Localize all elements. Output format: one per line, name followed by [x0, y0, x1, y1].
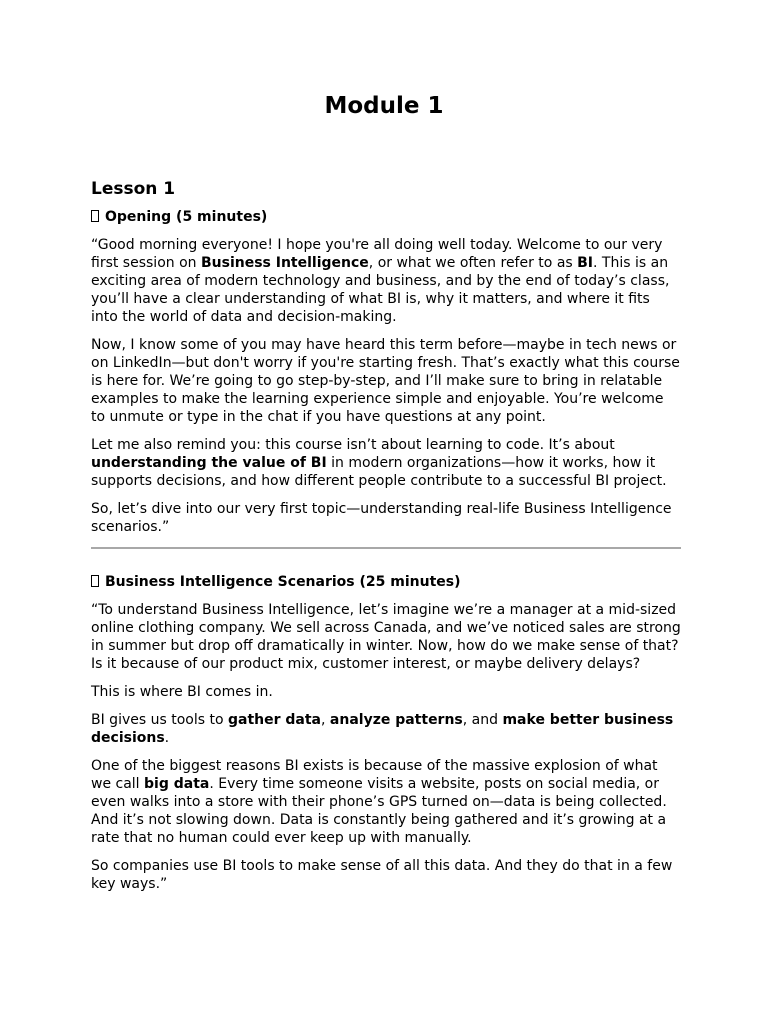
opening-heading-label: Opening (5 minutes): [105, 209, 268, 225]
document-body: [91, 178, 681, 903]
scenarios-paragraph-5: So companies use BI tools to make sense of all this data. And they do that in a few key ways.”: [91, 858, 673, 892]
opening-paragraph-2: Now, I know some of you may have heard this term before—maybe in tech news or on LinkedIn—but don't worry if you're starting fresh. That’s exactly what this course is here for. We’re going to go step-by-step, and I’ll make sure to bring in relatable examples to make the learning experience simple and enjoyable. You’re welcome to unmute or type in the chat if you have questions at any point.: [91, 337, 680, 425]
scenarios-heading-label: Business Intelligence Scenarios (25 minutes): [105, 574, 461, 590]
lesson-heading: Lesson 1: [91, 179, 176, 199]
opening-paragraph-3: Let me also remind you: this course isn’t about learning to code. It’s about understanding the value of BI in modern organizations—how it works, how it supports decisions, and how different people contribute to a successful BI project.: [91, 437, 667, 489]
missing-glyph-icon: [91, 210, 99, 222]
scenarios-paragraph-3: BI gives us tools to gather data, analyze patterns, and make better business decisions.: [91, 712, 674, 746]
scenarios-paragraph-2: This is where BI comes in.: [91, 684, 273, 700]
bold-term: analyze patterns: [329, 712, 463, 728]
bold-term: BI: [577, 255, 594, 271]
page-title: Module 1: [324, 93, 444, 119]
scenarios-paragraph-1: “To understand Business Intelligence, let’s imagine we’re a manager at a mid-sized online clothing company. We sell across Canada, and we’ve noticed sales are strong in summer but drop off dramatically in winter. Now, how do we make sense of that? Is it because of our product mix, customer interest, or maybe delivery delays?: [91, 602, 681, 672]
missing-glyph-icon: [91, 575, 99, 587]
scenarios-paragraph-4: One of the biggest reasons BI exists is because of the massive explosion of what we call big data. Every time someone visits a website, posts on social media, or even walks into a store with their phone’s GPS turned on—data is being collected. And it’s not slowing down. Data is constantly being gathered and it’s growing at a rate that no human could ever keep up with manually.: [91, 758, 667, 846]
bold-term: big data: [144, 776, 210, 792]
bold-term: gather data: [227, 712, 321, 728]
section-divider: [91, 547, 681, 549]
opening-paragraph-1: “Good morning everyone! I hope you're all doing well today. Welcome to our very first session on Business Intelligence, or what we often refer to as BI. This is an exciting area of modern technology and business, and by the end of today’s class, you’ll have a clear understanding of what BI is, why it matters, and where it fits into the world of data and decision-making.: [91, 237, 670, 325]
bold-term: make better business decisions: [91, 712, 674, 746]
opening-paragraph-4: So, let’s dive into our very first topic—understanding real-life Business Intelligence scenarios.”: [91, 501, 672, 535]
bold-term: Business Intelligence: [200, 255, 369, 271]
scenarios-heading: [91, 573, 681, 591]
opening-heading: [91, 208, 681, 226]
bold-term: understanding the value of BI: [91, 455, 327, 471]
